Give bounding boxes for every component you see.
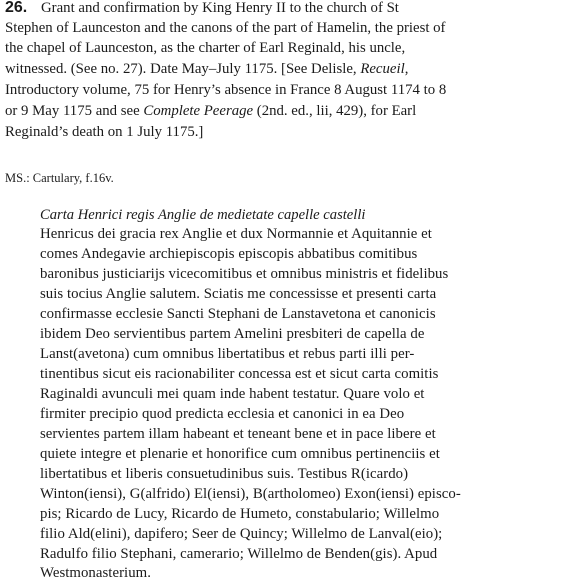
summary-line: Grant and confirmation by King Henry II to the church of St <box>41 0 399 16</box>
latin-line: pis; Ricardo de Lucy, Ricardo de Humeto, constabulario; Willelmo <box>40 506 440 522</box>
latin-line: Raginaldi avunculi mei quam inde habent testatur. Quare volo et <box>40 386 425 402</box>
summary-line: or 9 May 1175 and see Complete Peerage (2nd. ed., lii, 429), for Earl <box>5 103 417 119</box>
latin-line: firmiter precipio quod predicta ecclesia et canonici in ea Deo <box>40 406 405 422</box>
summary-line: witnessed. (See no. 27). Date May–July 1175. [See Delisle, Recueil, <box>5 61 409 77</box>
latin-line: ibidem Deo servientibus partem Amelini presbiteri de capella de <box>40 326 425 342</box>
complete-peerage-title: Complete Peerage <box>143 103 254 119</box>
latin-line: servientes partem illam habeant et teneant bene et in pace libere et <box>40 426 436 442</box>
latin-line: quiete integre et plenarie et honorifice cum omnibus pertinenciis et <box>40 446 440 462</box>
latin-line: comes Andegavie archiepiscopis episcopis abbatibus comitibus <box>40 246 418 262</box>
latin-line: filio Ald(elini), dapifero; Seer de Quincy; Willelmo de Lanval(eio); <box>40 526 443 542</box>
entry-number: 26. <box>5 0 28 16</box>
latin-line: libertatibus et liberis consuetudinibus suis. Testibus R(icardo) <box>40 466 409 482</box>
latin-line: Winton(iensi), G(alfrido) El(iensi), B(artholomeo) Exon(iensi) episco- <box>40 486 461 502</box>
latin-line: Henricus dei gracia rex Anglie et dux Normannie et Aquitannie et <box>40 226 432 242</box>
latin-line: suis tocius Anglie salutem. Sciatis me concessisse et presenti carta <box>40 286 437 302</box>
latin-line: Lanst(avetona) cum omnibus libertatibus et rebus parti illi per- <box>40 346 415 362</box>
latin-line: tinentibus sicut eis racionabiliter concessa est et sicut carta comitis <box>40 366 439 382</box>
latin-line: Westmonasterium. <box>40 565 151 581</box>
latin-heading: Carta Henrici regis Anglie de medietate capelle castelli <box>40 207 366 223</box>
recueil-title: Recueil <box>360 61 405 77</box>
manuscript-reference: MS.: Cartulary, f.16v. <box>5 171 114 185</box>
summary-line: Reginald’s death on 1 July 1175.] <box>5 124 204 140</box>
latin-line: confirmasse ecclesie Sancti Stephani de Lanstavetona et canonicis <box>40 306 436 322</box>
summary-line: Stephen of Launceston and the canons of the part of Hamelin, the priest of <box>5 20 446 36</box>
summary-line: the chapel of Launceston, as the charter of Earl Reginald, his uncle, <box>5 40 406 56</box>
latin-line: Radulfo filio Stephani, camerario; Willelmo de Benden(gis). Apud <box>40 546 438 562</box>
summary-line: Introductory volume, 75 for Henry’s absence in France 8 August 1174 to 8 <box>5 82 447 98</box>
latin-line: baronibus justiciarijs vicecomitibus et omnibus ministris et fidelibus <box>40 266 449 282</box>
